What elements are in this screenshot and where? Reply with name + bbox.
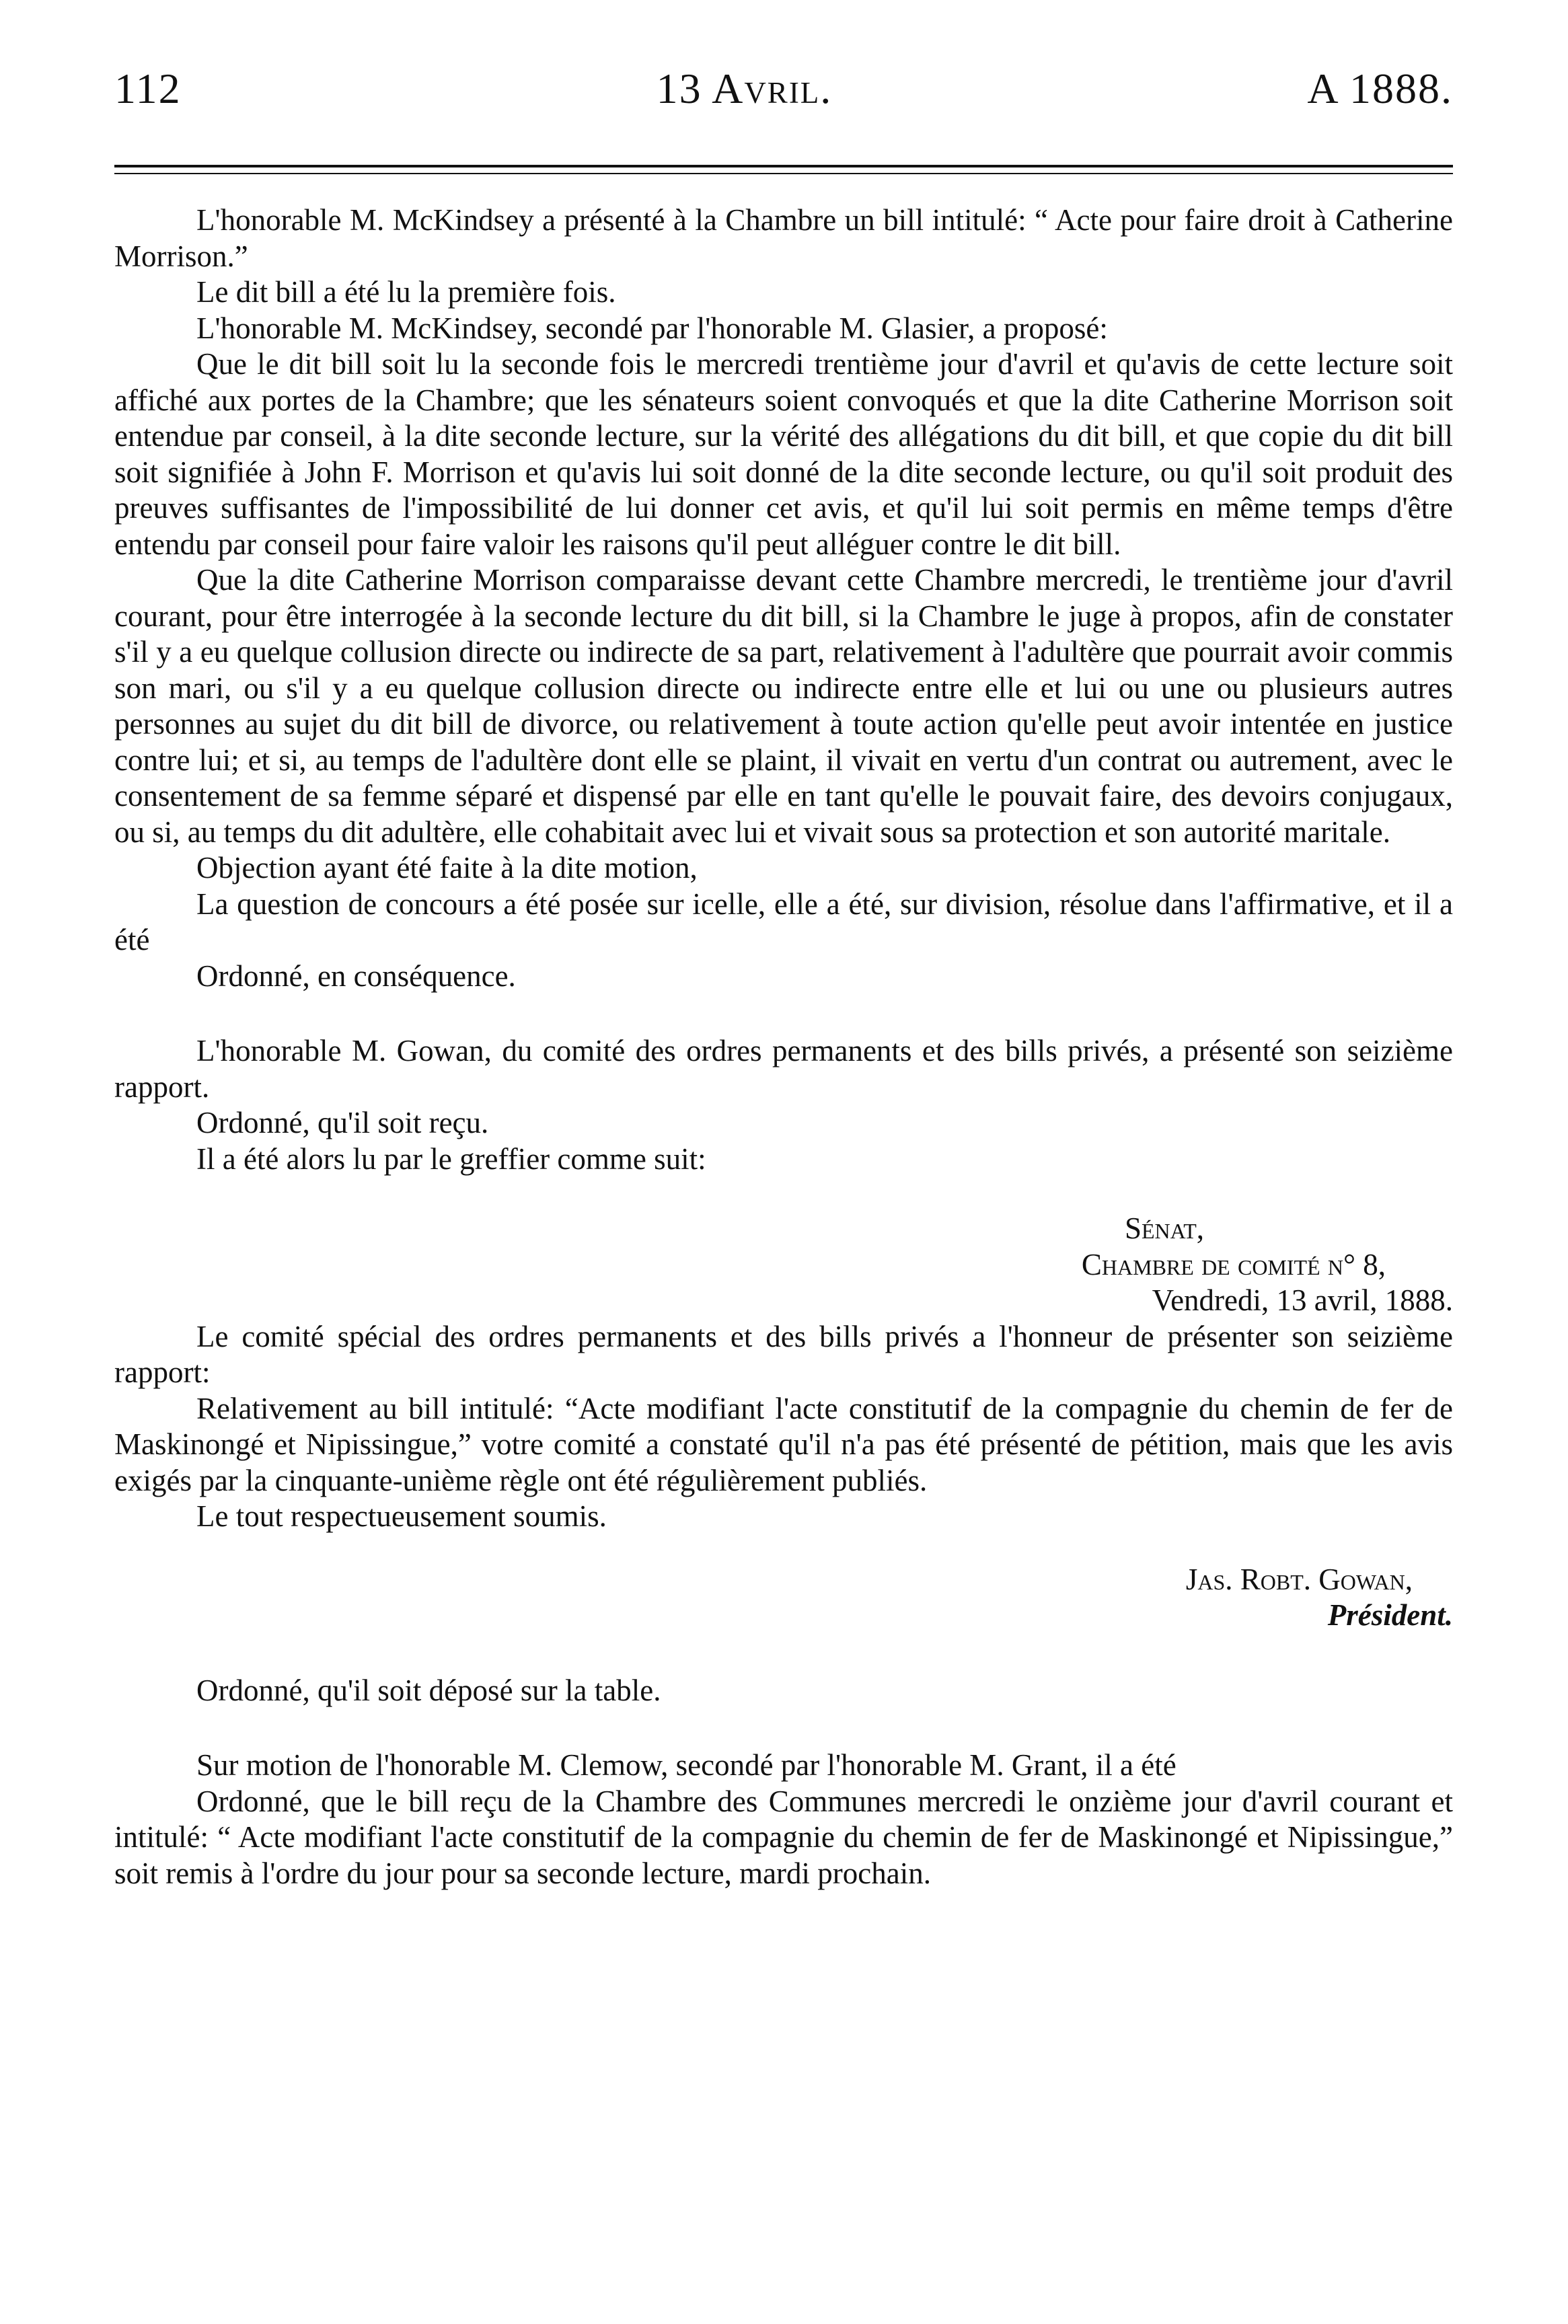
paragraph: Relativement au bill intitulé: “Acte modifiant l'acte constitutif de la compagnie du chemin de fer de Maskinongé et Nipissingue,” votre comité a constaté qu'il n'a pas été présenté de pétition, mais que les avis exigés par la cinquante-unième règle ont été régulièrement publiés. bbox=[114, 1391, 1453, 1497]
paragraph: L'honorable M. McKindsey, secondé par l'honorable M. Glasier, a proposé: bbox=[196, 311, 1108, 345]
paragraph: Ordonné, en conséquence. bbox=[196, 959, 516, 993]
paragraph-ordonne-depose: Ordonné, qu'il soit déposé sur la table. bbox=[196, 1673, 661, 1707]
paragraph: Que le dit bill soit lu la seconde fois le mercredi trentième jour d'avril et qu'avis de cette lecture soit affiché aux portes de la Chambre; que les sénateurs soient convoqués et que la dite Catherine Morrison soit entendue par conseil, à la dite seconde lecture, sur la vérité des allégations du dit bill, et que copie du dit bill soit signifiée à John F. Morrison et qu'avis lui soit donné de la dite seconde lecture, ou qu'il soit produit des preuves suffisantes de l'impossibilité de lui donner cet avis, et qu'il lui soit permis en même temps d'être entendu par conseil pour faire valoir les raisons qu'il peut alléguer contre le dit bill. bbox=[114, 347, 1453, 561]
paragraph: Le dit bill a été lu la première fois. bbox=[196, 275, 616, 309]
header-rule bbox=[114, 165, 1453, 174]
page-header bbox=[114, 64, 1453, 124]
paragraph: L'honorable M. McKindsey a présenté à la Chambre un bill intitulé: “ Acte pour faire droit à Catherine Morrison.” bbox=[114, 203, 1453, 273]
signature-name: Jas. Robt. Gowan, bbox=[1185, 1562, 1413, 1596]
section-mckindsey-bill bbox=[114, 202, 1453, 994]
paragraph: Ordonné, que le bill reçu de la Chambre des Communes mercredi le onzième jour d'avril courant et intitulé: “ Acte modifiant l'acte constitutif de la compagnie du chemin de fer de Maskinongé et Nipissingue,” soit remis à l'ordre du jour pour sa seconde lecture, mardi prochain. bbox=[114, 1784, 1453, 1890]
header-year: A 1888. bbox=[1307, 65, 1453, 112]
page-number: 112 bbox=[114, 65, 182, 112]
journal-page bbox=[114, 64, 1453, 1891]
paragraph: L'honorable M. Gowan, du comité des ordres permanents et des bills privés, a présenté son seizième rapport. bbox=[114, 1034, 1453, 1104]
report-signature bbox=[114, 1562, 1453, 1634]
paragraph: Le comité spécial des ordres permanents et des bills privés a l'honneur de présenter son seizième rapport: bbox=[114, 1319, 1453, 1389]
paragraph: La question de concours a été posée sur icelle, elle a été, sur division, résolue dans l'affirmative, et il a été bbox=[114, 887, 1453, 957]
paragraph: Que la dite Catherine Morrison comparaisse devant cette Chambre mercredi, le trentième jour d'avril courant, pour être interrogée à la seconde lecture du dit bill, si la Chambre le juge à propos, afin de constater s'il y a eu quelque collusion directe ou indirecte de sa part, relativement à l'adultère que pourrait avoir commis son mari, ou s'il y a eu quelque collusion directe ou indirecte entre elle et lui ou une ou plusieurs autres personnes au sujet du dit bill de divorce, ou relativement à toute action qu'elle peut avoir intentée en justice contre lui; et si, au temps de l'adultère dont elle se plaint, il vivait en vertu d'un contrat ou autrement, avec le consentement de sa femme séparé et dispensé par elle en tant qu'elle le pouvait faire, des devoirs conjugaux, ou si, au temps du dit adultère, elle cohabitait avec lui et vivait sous sa protection et son autorité maritale. bbox=[114, 563, 1453, 849]
signature-title: Président. bbox=[1327, 1598, 1453, 1632]
report-chambre: Chambre de comité n° 8, bbox=[1081, 1247, 1386, 1281]
paragraph: Le tout respectueusement soumis. bbox=[196, 1499, 607, 1533]
report-body bbox=[114, 1319, 1453, 1535]
section-gowan-report bbox=[114, 1033, 1453, 1177]
header-date: 13 Avril. bbox=[656, 65, 833, 112]
paragraph: Sur motion de l'honorable M. Clemow, secondé par l'honorable M. Grant, il a été bbox=[196, 1748, 1177, 1782]
report-dateline bbox=[114, 1211, 1453, 1319]
report-senat: Sénat, bbox=[1124, 1211, 1204, 1245]
paragraph: Objection ayant été faite à la dite motion, bbox=[196, 851, 698, 885]
paragraph: Il a été alors lu par le greffier comme suit: bbox=[196, 1141, 706, 1176]
report-date: Vendredi, 13 avril, 1888. bbox=[1152, 1283, 1453, 1317]
section-clemow-motion bbox=[114, 1748, 1453, 1891]
paragraph: Ordonné, qu'il soit reçu. bbox=[196, 1106, 489, 1139]
